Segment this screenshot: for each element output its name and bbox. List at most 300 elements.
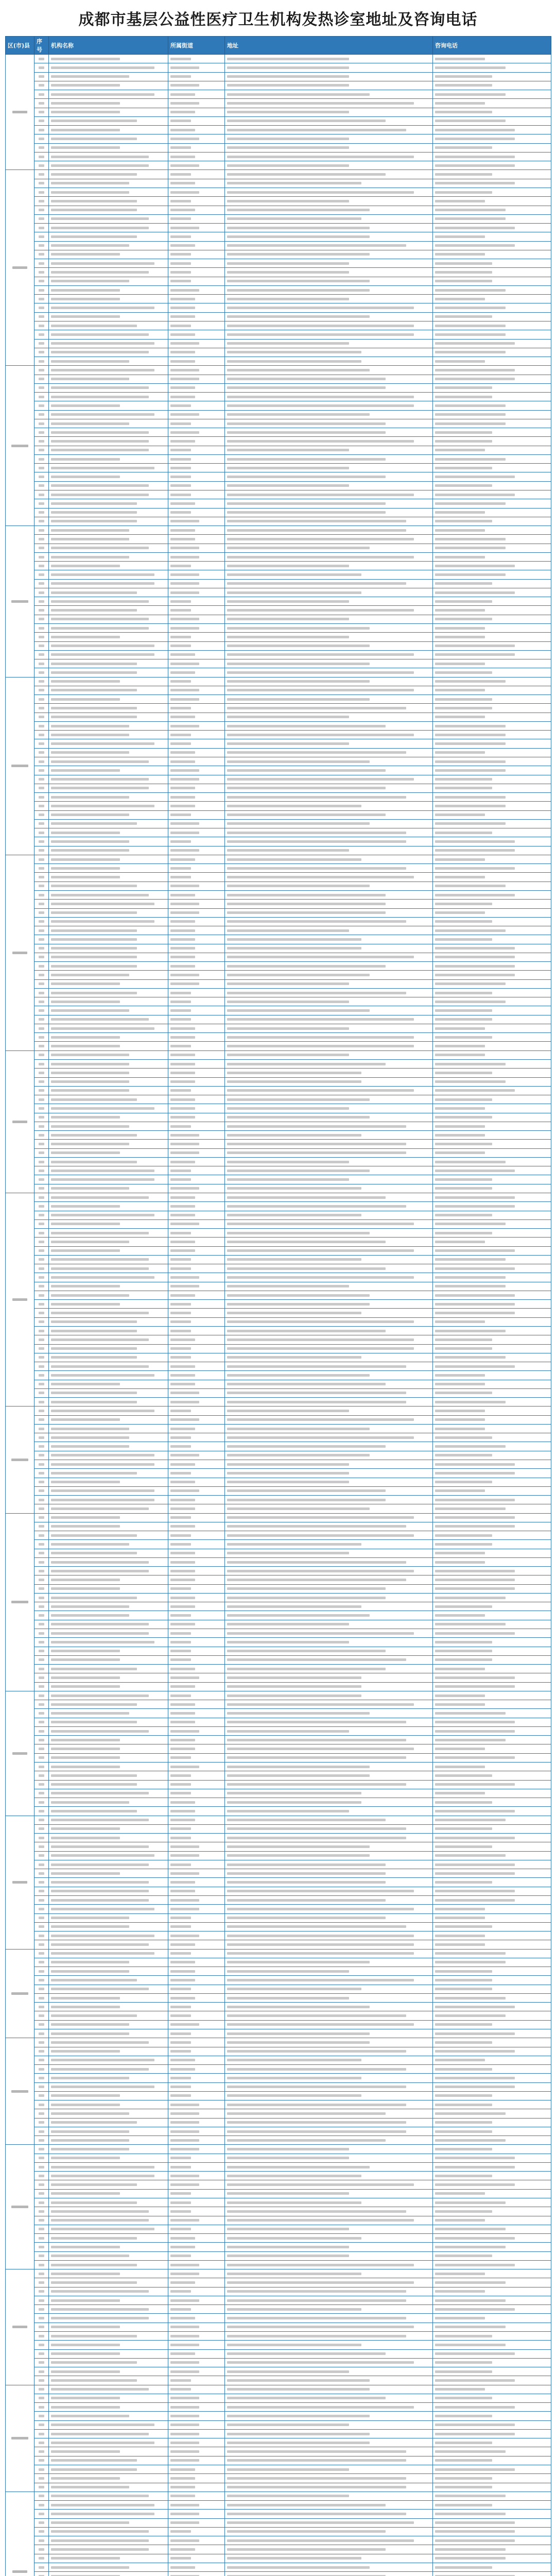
institution-cell <box>49 1424 168 1433</box>
phone-cell <box>433 2198 551 2207</box>
text-placeholder <box>435 2032 515 2035</box>
number-cell <box>34 1033 49 1042</box>
number-cell <box>34 1050 49 1059</box>
text-placeholder <box>435 2014 506 2017</box>
street-cell <box>168 1148 225 1157</box>
number-cell <box>34 2527 49 2536</box>
text-placeholder <box>227 2477 406 2480</box>
table-row <box>6 1895 551 1904</box>
street-cell <box>168 170 225 179</box>
text-placeholder <box>170 876 191 878</box>
phone-cell <box>433 357 551 366</box>
institution-cell <box>49 295 168 303</box>
text-placeholder <box>39 1080 44 1083</box>
address-cell <box>225 1736 433 1744</box>
phone-cell <box>433 900 551 908</box>
text-placeholder <box>51 1063 129 1065</box>
text-placeholder <box>435 1703 485 1706</box>
text-placeholder <box>170 1214 195 1216</box>
text-placeholder <box>170 325 191 327</box>
text-placeholder <box>39 1116 44 1118</box>
text-placeholder <box>170 858 195 861</box>
text-placeholder <box>435 1249 515 1252</box>
text-placeholder <box>51 1436 129 1439</box>
table-row <box>6 971 551 979</box>
street-cell <box>168 944 225 953</box>
text-placeholder <box>170 671 195 674</box>
text-placeholder <box>170 1134 199 1137</box>
text-placeholder <box>170 422 191 425</box>
text-placeholder <box>170 760 195 763</box>
institution-cell <box>49 1388 168 1397</box>
text-placeholder <box>51 2201 137 2204</box>
text-placeholder <box>39 217 44 220</box>
text-placeholder <box>435 342 515 345</box>
table-row <box>6 2385 551 2394</box>
phone-cell <box>433 2260 551 2269</box>
address-cell <box>225 2100 433 2109</box>
phone-cell <box>433 2118 551 2127</box>
table-row <box>6 1211 551 1219</box>
text-placeholder <box>39 386 44 389</box>
street-cell <box>168 1424 225 1433</box>
institution-cell <box>49 285 168 294</box>
text-placeholder <box>170 307 195 309</box>
text-placeholder <box>51 974 129 976</box>
phone-cell <box>433 401 551 410</box>
street-cell <box>168 695 225 704</box>
text-placeholder <box>170 120 191 122</box>
text-placeholder <box>227 1196 386 1199</box>
text-placeholder <box>435 707 492 709</box>
text-placeholder <box>51 573 154 576</box>
phone-cell <box>433 1985 551 1993</box>
street-cell <box>168 1006 225 1015</box>
street-cell <box>168 1442 225 1451</box>
text-placeholder <box>39 1481 44 1483</box>
table-row <box>6 650 551 659</box>
address-cell <box>225 1398 433 1406</box>
street-cell <box>168 2447 225 2456</box>
number-cell <box>34 953 49 961</box>
phone-cell <box>433 2412 551 2420</box>
number-cell <box>34 2536 49 2545</box>
text-placeholder <box>227 2094 361 2097</box>
street-cell <box>168 2376 225 2385</box>
number-cell <box>34 2269 49 2278</box>
text-placeholder <box>51 1196 149 1199</box>
text-placeholder <box>51 2014 137 2017</box>
street-cell <box>168 1264 225 1273</box>
table-row <box>6 2038 551 2047</box>
text-placeholder <box>170 1766 199 1768</box>
text-placeholder <box>170 298 195 300</box>
street-cell <box>168 63 225 72</box>
text-placeholder <box>39 1908 44 1910</box>
text-placeholder <box>170 102 199 105</box>
street-cell <box>168 2465 225 2473</box>
text-placeholder <box>435 2086 515 2088</box>
number-cell <box>34 321 49 330</box>
text-placeholder <box>170 591 199 594</box>
text-placeholder <box>435 1605 492 1608</box>
text-placeholder <box>51 502 137 505</box>
address-cell <box>225 1851 433 1860</box>
address-cell <box>225 1789 433 1798</box>
text-placeholder <box>435 2361 492 2364</box>
text-placeholder <box>435 1347 492 1350</box>
text-placeholder <box>170 2397 199 2399</box>
text-placeholder <box>51 1658 120 1661</box>
institution-cell <box>49 1077 168 1086</box>
number-cell <box>34 1326 49 1335</box>
street-cell <box>168 1033 225 1042</box>
text-placeholder <box>170 2548 195 2551</box>
text-placeholder <box>170 2521 199 2524</box>
institution-cell <box>49 988 168 997</box>
number-cell <box>34 81 49 90</box>
number-cell <box>34 1638 49 1647</box>
address-cell <box>225 1406 433 1415</box>
address-cell <box>225 312 433 321</box>
text-placeholder <box>227 1063 386 1065</box>
table-row <box>6 1486 551 1495</box>
number-cell <box>34 944 49 953</box>
phone-cell <box>433 1166 551 1175</box>
number-cell <box>34 544 49 552</box>
text-placeholder <box>435 333 506 336</box>
text-placeholder <box>435 769 506 772</box>
text-placeholder <box>227 636 349 638</box>
text-placeholder <box>227 1098 370 1101</box>
table-row <box>6 357 551 366</box>
text-placeholder <box>51 1881 149 1884</box>
table-row <box>6 1157 551 1166</box>
number-cell <box>34 2554 49 2563</box>
text-placeholder <box>51 858 120 861</box>
text-placeholder <box>227 2273 361 2275</box>
institution-cell <box>49 2447 168 2456</box>
phone-cell <box>433 1042 551 1050</box>
address-cell <box>225 1567 433 1575</box>
text-placeholder <box>170 1890 195 1892</box>
phone-cell <box>433 1789 551 1798</box>
street-cell <box>168 1976 225 1985</box>
institution-cell <box>49 2127 168 2136</box>
street-cell <box>168 1077 225 1086</box>
phone-cell <box>433 2572 551 2576</box>
text-placeholder <box>227 689 414 691</box>
street-cell <box>168 1398 225 1406</box>
phone-cell <box>433 499 551 508</box>
text-placeholder <box>227 903 386 905</box>
number-cell <box>34 1629 49 1638</box>
text-placeholder <box>39 947 44 950</box>
institution-cell <box>49 802 168 810</box>
text-placeholder <box>170 1428 195 1430</box>
text-placeholder <box>435 573 506 576</box>
text-placeholder <box>39 1294 44 1297</box>
phone-cell <box>433 303 551 312</box>
street-cell <box>168 2145 225 2154</box>
institution-cell <box>49 1887 168 1895</box>
institution-cell <box>49 766 168 775</box>
table-row <box>6 2305 551 2314</box>
text-placeholder <box>39 1552 44 1554</box>
institution-cell <box>49 1131 168 1140</box>
text-placeholder <box>39 2246 44 2248</box>
address-cell <box>225 1246 433 1255</box>
address-cell <box>225 1700 433 1709</box>
table-row <box>6 1353 551 1362</box>
text-placeholder <box>170 1454 199 1456</box>
phone-cell <box>433 544 551 552</box>
table-row <box>6 366 551 375</box>
text-placeholder <box>51 1170 154 1172</box>
text-placeholder <box>39 1009 44 1012</box>
text-placeholder <box>170 1650 191 1652</box>
district-cell <box>6 170 34 366</box>
text-placeholder <box>227 2513 406 2515</box>
text-placeholder <box>435 1134 485 1137</box>
text-placeholder <box>227 1249 414 1252</box>
phone-cell <box>433 1469 551 1478</box>
table-row <box>6 2474 551 2483</box>
text-placeholder <box>435 1641 492 1643</box>
text-placeholder <box>227 645 370 647</box>
phone-cell <box>433 2403 551 2412</box>
text-placeholder <box>227 200 349 202</box>
text-placeholder <box>39 1499 44 1501</box>
address-cell <box>225 2162 433 2171</box>
street-cell <box>168 472 225 481</box>
text-placeholder <box>227 1935 414 1937</box>
text-placeholder <box>39 1890 44 1892</box>
institution-cell <box>49 552 168 561</box>
table-row <box>6 383 551 392</box>
number-cell <box>34 2029 49 2038</box>
address-cell <box>225 882 433 890</box>
text-placeholder <box>170 1098 195 1101</box>
table-row <box>6 1033 551 1042</box>
table-row <box>6 1050 551 1059</box>
number-cell <box>34 1069 49 1077</box>
address-cell <box>225 206 433 214</box>
text-placeholder <box>170 1356 191 1359</box>
text-placeholder <box>39 1507 44 1510</box>
number-cell <box>34 1442 49 1451</box>
phone-cell <box>433 134 551 143</box>
number-cell <box>34 1317 49 1326</box>
street-cell <box>168 2074 225 2082</box>
text-placeholder <box>170 1552 195 1554</box>
text-placeholder <box>170 1668 195 1670</box>
text-placeholder <box>51 2023 129 2026</box>
phone-cell <box>433 2376 551 2385</box>
clinic-table <box>5 36 551 2576</box>
table-row <box>6 1442 551 1451</box>
text-placeholder <box>170 191 199 194</box>
phone-cell <box>433 2420 551 2429</box>
text-placeholder <box>51 2050 120 2053</box>
text-placeholder <box>51 1623 149 1625</box>
text-placeholder <box>227 386 386 389</box>
table-row <box>6 1077 551 1086</box>
text-placeholder <box>51 75 129 78</box>
address-cell <box>225 1255 433 1264</box>
text-placeholder <box>227 1472 349 1475</box>
text-placeholder <box>170 1294 195 1297</box>
text-placeholder <box>51 1872 120 1875</box>
text-placeholder <box>170 832 199 834</box>
text-placeholder <box>435 1178 492 1181</box>
address-cell <box>225 401 433 410</box>
table-row <box>6 321 551 330</box>
address-cell <box>225 1380 433 1388</box>
number-cell <box>34 1771 49 1780</box>
street-cell <box>168 1816 225 1824</box>
text-placeholder <box>227 333 414 336</box>
table-row <box>6 1122 551 1130</box>
street-cell <box>168 562 225 570</box>
text-placeholder <box>39 885 44 887</box>
table-row <box>6 1184 551 1193</box>
text-placeholder <box>170 2228 191 2230</box>
street-cell <box>168 2003 225 2011</box>
address-cell <box>225 997 433 1006</box>
phone-cell <box>433 535 551 544</box>
table-row <box>6 1851 551 1860</box>
address-cell <box>225 1993 433 2002</box>
text-placeholder <box>51 209 137 211</box>
text-placeholder <box>12 1298 27 1301</box>
text-placeholder <box>435 2495 506 2497</box>
text-placeholder <box>39 422 44 425</box>
text-placeholder <box>39 1232 44 1234</box>
table-row <box>6 1584 551 1593</box>
address-cell <box>225 641 433 650</box>
text-placeholder <box>51 822 137 825</box>
text-placeholder <box>170 698 199 701</box>
address-cell <box>225 1193 433 1202</box>
text-placeholder <box>39 2041 44 2044</box>
text-placeholder <box>170 58 191 60</box>
district-cell <box>6 55 34 170</box>
text-placeholder <box>435 200 485 202</box>
text-placeholder <box>170 1249 195 1252</box>
text-placeholder <box>39 1320 44 1323</box>
street-cell <box>168 713 225 721</box>
text-placeholder <box>170 2237 195 2240</box>
text-placeholder <box>170 547 199 549</box>
text-placeholder <box>39 440 44 443</box>
address-cell <box>225 1184 433 1193</box>
phone-cell <box>433 1860 551 1869</box>
street-cell <box>168 1282 225 1291</box>
institution-cell <box>49 2172 168 2180</box>
institution-cell <box>49 1380 168 1388</box>
number-cell <box>34 1718 49 1726</box>
text-placeholder <box>227 191 414 194</box>
text-placeholder <box>227 1303 370 1306</box>
phone-cell <box>433 508 551 517</box>
institution-cell <box>49 1060 168 1069</box>
table-row <box>6 1219 551 1228</box>
text-placeholder <box>227 476 386 478</box>
text-placeholder <box>435 1410 485 1412</box>
text-placeholder <box>435 680 506 683</box>
institution-cell <box>49 446 168 454</box>
text-placeholder <box>39 2513 44 2515</box>
number-cell <box>34 1496 49 1504</box>
institution-cell <box>49 472 168 481</box>
street-cell <box>168 339 225 348</box>
institution-cell <box>49 1771 168 1780</box>
institution-cell <box>49 241 168 250</box>
text-placeholder <box>435 2539 515 2542</box>
phone-cell <box>433 2154 551 2162</box>
number-cell <box>34 846 49 855</box>
table-row <box>6 1317 551 1326</box>
table-row <box>6 535 551 544</box>
street-cell <box>168 277 225 285</box>
text-placeholder <box>435 876 485 878</box>
text-placeholder <box>170 2477 195 2480</box>
street-cell <box>168 1567 225 1575</box>
table-row <box>6 2367 551 2376</box>
address-cell <box>225 1985 433 1993</box>
institution-cell <box>49 1184 168 1193</box>
phone-cell <box>433 312 551 321</box>
text-placeholder <box>39 111 44 113</box>
address-cell <box>225 1780 433 1789</box>
address-cell <box>225 143 433 152</box>
text-placeholder <box>170 734 191 736</box>
street-cell <box>168 1104 225 1113</box>
address-cell <box>225 1540 433 1549</box>
text-placeholder <box>51 1214 154 1216</box>
street-cell <box>168 197 225 206</box>
text-placeholder <box>435 547 506 549</box>
address-cell <box>225 971 433 979</box>
address-cell <box>225 2554 433 2563</box>
table-row <box>6 1255 551 1264</box>
text-placeholder <box>39 2006 44 2008</box>
street-cell <box>168 1531 225 1540</box>
text-placeholder <box>227 1579 406 1581</box>
text-placeholder <box>170 2157 191 2159</box>
text-placeholder <box>435 849 515 852</box>
institution-cell <box>49 2376 168 2385</box>
text-placeholder <box>435 1445 506 1448</box>
number-cell <box>34 1300 49 1309</box>
text-placeholder <box>435 1241 485 1243</box>
text-placeholder <box>39 262 44 265</box>
text-placeholder <box>170 1312 191 1314</box>
text-placeholder <box>435 2228 506 2230</box>
phone-cell <box>433 126 551 134</box>
address-cell <box>225 1344 433 1353</box>
text-placeholder <box>227 2442 370 2444</box>
street-cell <box>168 1629 225 1638</box>
text-placeholder <box>435 2468 515 2471</box>
street-cell <box>168 1620 225 1629</box>
phone-cell <box>433 1388 551 1397</box>
street-cell <box>168 588 225 597</box>
phone-cell <box>433 1922 551 1931</box>
address-cell <box>225 55 433 63</box>
text-placeholder <box>435 1383 485 1385</box>
